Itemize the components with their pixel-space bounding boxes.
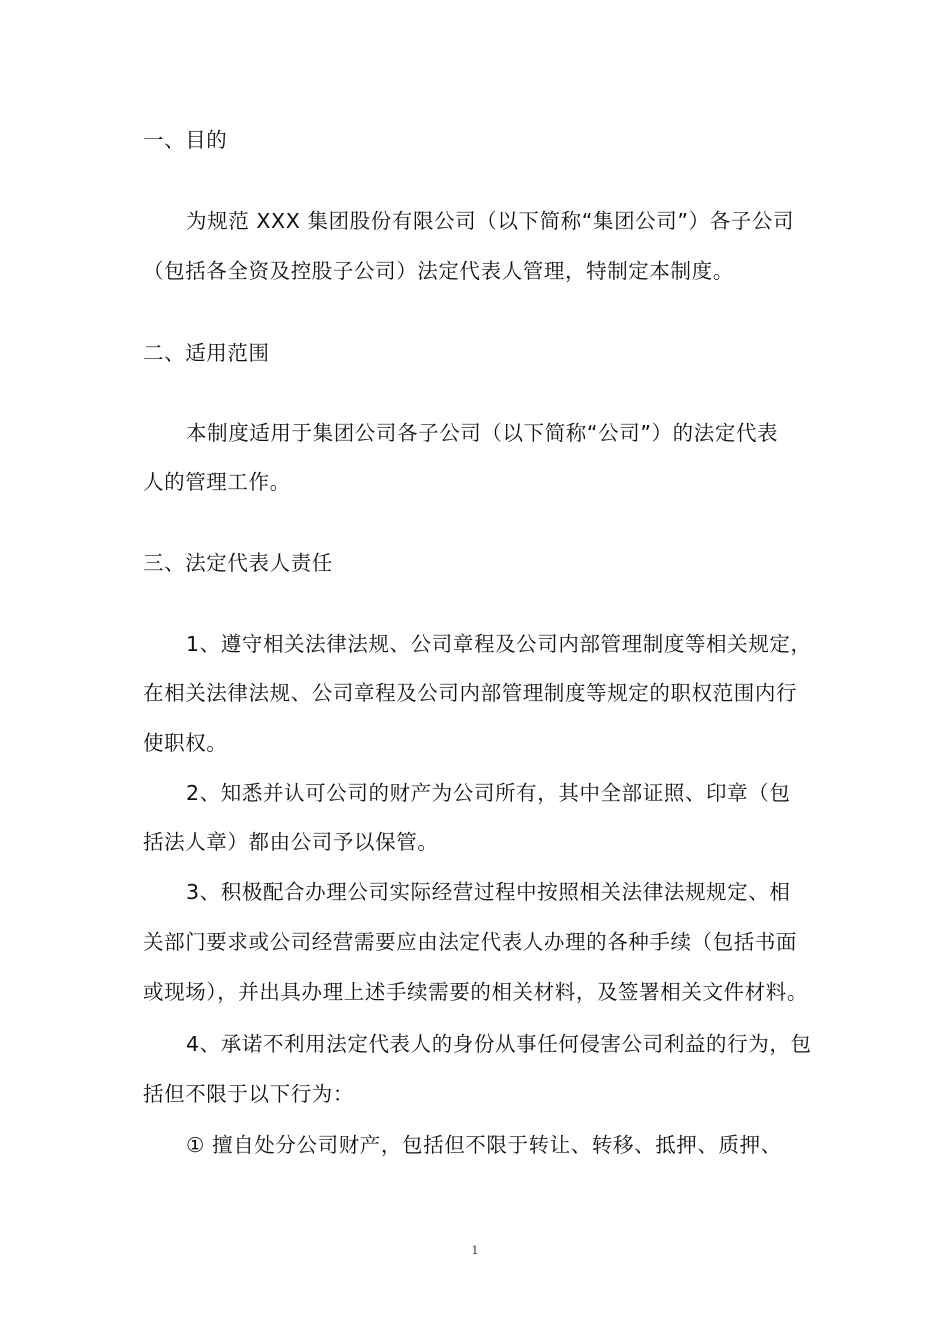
paragraph-line: 为规范 XXX 集团股份有限公司（以下简称“集团公司”）各子公司 [186, 209, 795, 233]
paragraph-line: 括但不限于以下行为： [143, 1082, 354, 1106]
paragraph-line: 括法人章）都由公司予以保管。 [143, 830, 439, 854]
paragraph-line: 3、积极配合办理公司实际经营过程中按照相关法律法规规定、相 [186, 880, 791, 904]
paragraph-line: 人的管理工作。 [143, 470, 291, 494]
paragraph-line: 2、知悉并认可公司的财产为公司所有，其中全部证照、印章（包 [186, 781, 791, 805]
paragraph-line: 在相关法律法规、公司章程及公司内部管理制度等规定的职权范围内行 [143, 681, 798, 705]
paragraph-line: 关部门要求或公司经营需要应由法定代表人办理的各种手续（包括书面 [143, 930, 798, 954]
section-heading-responsibility: 三、法定代表人责任 [143, 551, 333, 575]
paragraph-line: 使职权。 [143, 731, 228, 755]
paragraph-line: 本制度适用于集团公司各子公司（以下简称“公司”）的法定代表 [186, 421, 779, 445]
paragraph-line: 1、遵守相关法律法规、公司章程及公司内部管理制度等相关规定， [186, 632, 812, 656]
paragraph-line: 4、承诺不利用法定代表人的身份从事任何侵害公司利益的行为，包 [186, 1032, 812, 1056]
page-number: 1 [471, 1244, 479, 1257]
section-heading-scope: 二、适用范围 [143, 341, 270, 365]
paragraph-line: （包括各全资及控股子公司）法定代表人管理，特制定本制度。 [143, 259, 734, 283]
paragraph-line: 或现场），并出具办理上述手续需要的相关材料，及签署相关文件材料。 [143, 980, 808, 1004]
section-heading-purpose: 一、目的 [143, 128, 228, 152]
list-item-line: ① 擅自处分公司财产，包括但不限于转让、转移、抵押、质押、 [186, 1133, 782, 1157]
